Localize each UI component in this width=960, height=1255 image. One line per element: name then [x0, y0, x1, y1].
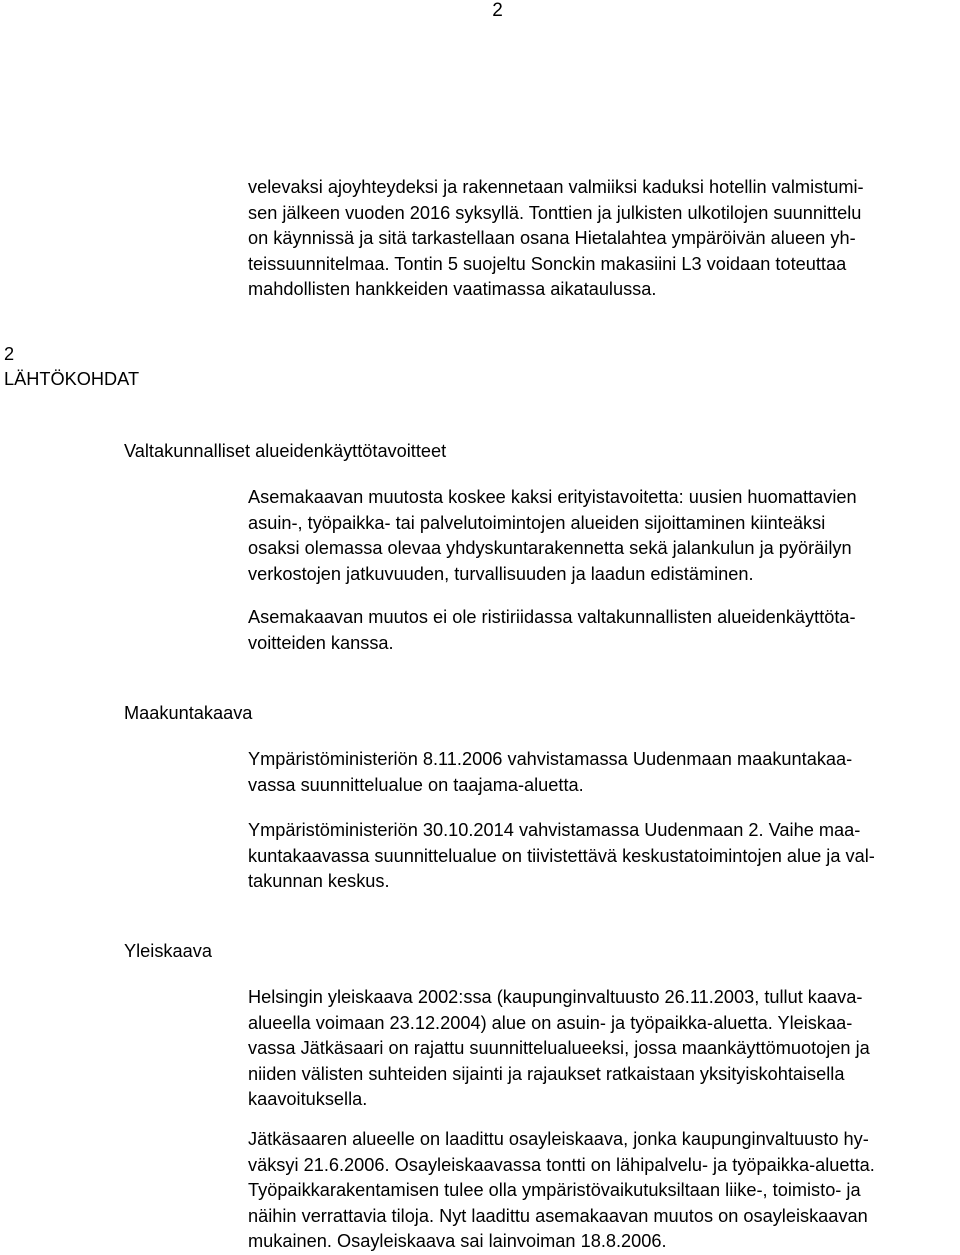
subheading-yleiskaava: Yleiskaava [124, 941, 212, 961]
section-number: 2 [4, 344, 15, 364]
valtakunnalliset-paragraph-2: Asemakaavan muutos ei ole ristiriidassa valtakunnallisten alueidenkäyttöta- voitteiden kanssa. [248, 607, 856, 653]
maakuntakaava-paragraph-2: Ympäristöministeriön 30.10.2014 vahvistamassa Uudenmaan 2. Vaihe maa- kuntakaavassa suunnittelualue on tiivistettävä keskustatoimintojen alue ja val- takunnan keskus. [248, 820, 875, 891]
yleiskaava-paragraph-1: Helsingin yleiskaava 2002:ssa (kaupunginvaltuusto 26.11.2003, tullut kaava- alueella voimaan 23.12.2004) alue on asuin- ja työpaikka-aluetta. Yleiskaa- vassa Jätkäsaari on rajattu suunnittelualueeksi, jossa maankäyttömuotojen ja niiden välisten suhteiden sijainti ja rajaukset ratkaistaan yksityiskohtaisella kaavoituksella. [248, 987, 870, 1109]
subheading-maakuntakaava: Maakuntakaava [124, 703, 253, 723]
valtakunnalliset-paragraph-1: Asemakaavan muutosta koskee kaksi erityistavoitetta: uusien huomattavien asuin-, työpaikka- tai palvelutoimintojen alueiden sijoittaminen kiinteäksi osaksi olemassa olevaa yhdyskuntarakennetta sekä jalankulun ja pyöräilyn verkostojen jatkuvuuden, turvallisuuden ja laadun edistäminen. [248, 487, 857, 584]
section-title: LÄHTÖKOHDAT [4, 369, 140, 389]
page-number: 2 [492, 0, 503, 21]
intro-paragraph: velevaksi ajoyhteydeksi ja rakennetaan valmiiksi kaduksi hotellin valmistumi- sen jälkeen vuoden 2016 syksyllä. Tonttien ja julkisten ulkotilojen suunnittelu on käynnissä ja sitä tarkastellaan osana Hietalahtea ympäröivän alueen yh- teissuunnitelmaa. Tontin 5 suojeltu Sonckin makasiini L3 voidaan toteuttaa mahdollisten hankkeiden vaatimassa aikataulussa. [248, 177, 864, 299]
subheading-valtakunnalliset: Valtakunnalliset alueidenkäyttötavoitteet [124, 441, 447, 461]
maakuntakaava-paragraph-1: Ympäristöministeriön 8.11.2006 vahvistamassa Uudenmaan maakuntakaa- vassa suunnittelualue on taajama-aluetta. [248, 749, 853, 795]
yleiskaava-paragraph-2: Jätkäsaaren alueelle on laadittu osayleiskaava, jonka kaupunginvaltuusto hy- väksyi 21.6.2006. Osayleiskaavassa tontti on lähipalvelu- ja työpaikka-aluetta. Työpaikkarakentamisen tulee olla ympäristövaikutuksiltaan liike-, toimisto- ja näihin verrattavia tiloja. Nyt laadittu asemakaavan muutos on osayleiskaavan mukainen. Osayleiskaava sai lainvoiman 18.8.2006. [248, 1129, 875, 1251]
